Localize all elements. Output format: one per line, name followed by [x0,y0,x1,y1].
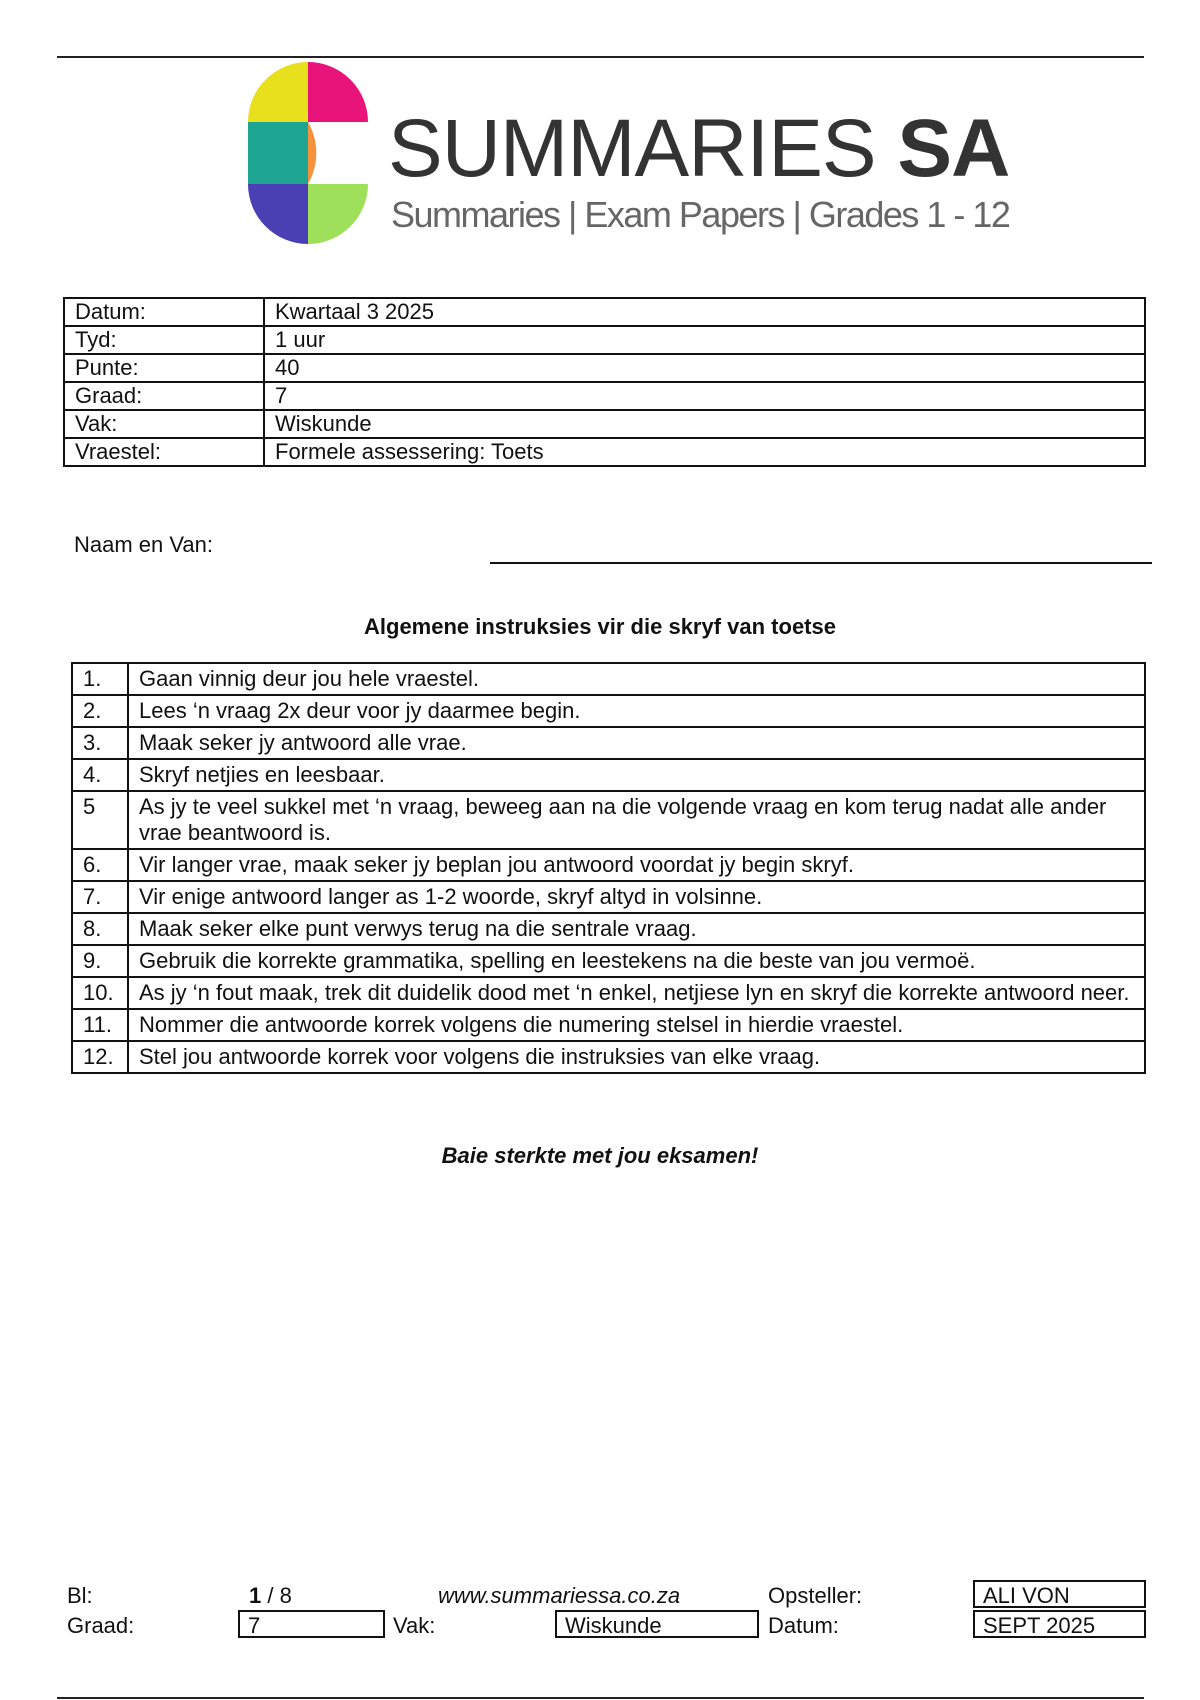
instruction-number: 12. [72,1041,128,1073]
instruction-row [72,727,1145,759]
instruction-number: 5 [72,791,128,849]
instruction-row [72,881,1145,913]
info-label: Vraestel: [64,438,264,466]
logo-subtitle: Summaries | Exam Papers | Grades 1 - 12 [391,194,1010,235]
logo-quadrant-magenta [308,62,368,122]
footer-url-link[interactable]: www.summariessa.co.za [438,1583,681,1608]
instruction-text: Skryf netjies en leesbaar. [128,759,1145,791]
footer-subject-label: Vak: [393,1613,436,1638]
instruction-number: 3. [72,727,128,759]
name-label: Naam en Van: [74,532,214,557]
name-answer-line[interactable] [490,562,1152,564]
logo-quadrant-orange [308,122,316,184]
instruction-text: Gaan vinnig deur jou hele vraestel. [128,663,1145,695]
instruction-text: As jy te veel sukkel met ‘n vraag, beweeg aan na die volgende vraag en kom terug nadat alle ander vrae beantwoord is. [128,791,1145,849]
logo-mark-icon [246,60,370,246]
info-label: Punte: [64,354,264,382]
logo-title: SUMMARIES SA [388,103,1010,194]
footer-author-box: ALI VON [973,1580,1146,1608]
footer-subject-box: Wiskunde [555,1610,759,1638]
logo-quadrant-teal [248,122,308,184]
instruction-text: Lees ‘n vraag 2x deur voor jy daarmee begin. [128,695,1145,727]
info-value: Formele assessering: Toets [264,438,1145,466]
logo-quadrant-green [308,184,368,244]
info-label: Vak: [64,410,264,438]
instructions-table [71,662,1146,1074]
footer-grade-label: Graad: [67,1613,135,1638]
instruction-row [72,849,1145,881]
info-value: 1 uur [264,326,1145,354]
instruction-number: 9. [72,945,128,977]
info-row [64,410,1145,438]
instruction-row [72,913,1145,945]
instruction-row [72,791,1145,849]
info-row [64,326,1145,354]
footer-page-total: / 8 [267,1583,292,1608]
info-value: Kwartaal 3 2025 [264,298,1145,326]
instruction-number: 2. [72,695,128,727]
info-value: Wiskunde [264,410,1145,438]
instruction-text: Stel jou antwoorde korrek voor volgens die instruksies van elke vraag. [128,1041,1145,1073]
footer-date-label: Datum: [768,1613,839,1638]
info-label: Graad: [64,382,264,410]
instruction-row [72,695,1145,727]
info-row [64,382,1145,410]
info-label: Tyd: [64,326,264,354]
instruction-number: 6. [72,849,128,881]
instruction-row [72,945,1145,977]
instruction-text: Maak seker jy antwoord alle vrae. [128,727,1145,759]
instruction-number: 11. [72,1009,128,1041]
instruction-number: 10. [72,977,128,1009]
info-row [64,438,1145,466]
instruction-number: 4. [72,759,128,791]
instruction-text: Nommer die antwoorde korrek volgens die numering stelsel in hierdie vraestel. [128,1009,1145,1041]
info-label: Datum: [64,298,264,326]
footer-grade-box: 7 [238,1610,385,1638]
instruction-row [72,1041,1145,1073]
footer-date-box: SEPT 2025 [973,1610,1146,1638]
summaries-sa-logo [246,60,1010,250]
info-value: 7 [264,382,1145,410]
instruction-text: As jy ‘n fout maak, trek dit duidelik dood met ‘n enkel, netjiese lyn en skryf die korrekte antwoord neer. [128,977,1145,1009]
instruction-text: Vir langer vrae, maak seker jy beplan jou antwoord voordat jy begin skryf. [128,849,1145,881]
info-row [64,298,1145,326]
info-row [64,354,1145,382]
bottom-rule [57,1697,1144,1699]
instruction-row [72,663,1145,695]
exam-info-table [63,297,1146,467]
info-value: 40 [264,354,1145,382]
instruction-row [72,759,1145,791]
instruction-text: Maak seker elke punt verwys terug na die sentrale vraag. [128,913,1145,945]
instruction-number: 1. [72,663,128,695]
logo-quadrant-yellow [248,62,308,122]
instruction-row [72,1009,1145,1041]
footer-author-label: Opsteller: [768,1583,863,1608]
footer-page-current: 1 [249,1583,262,1608]
instruction-row [72,977,1145,1009]
good-luck-message: Baie sterkte met jou eksamen! [441,1143,759,1168]
footer-page-label: Bl: [67,1583,93,1608]
top-rule [57,56,1144,58]
instruction-text: Gebruik die korrekte grammatika, spelling en leestekens na die beste van jou vermoë. [128,945,1145,977]
instruction-number: 7. [72,881,128,913]
logo-quadrant-purple [248,184,308,244]
instruction-text: Vir enige antwoord langer as 1-2 woorde, skryf altyd in volsinne. [128,881,1145,913]
instruction-number: 8. [72,913,128,945]
footer-page-number [249,1582,292,1610]
instructions-title: Algemene instruksies vir die skryf van toetse [364,614,836,639]
